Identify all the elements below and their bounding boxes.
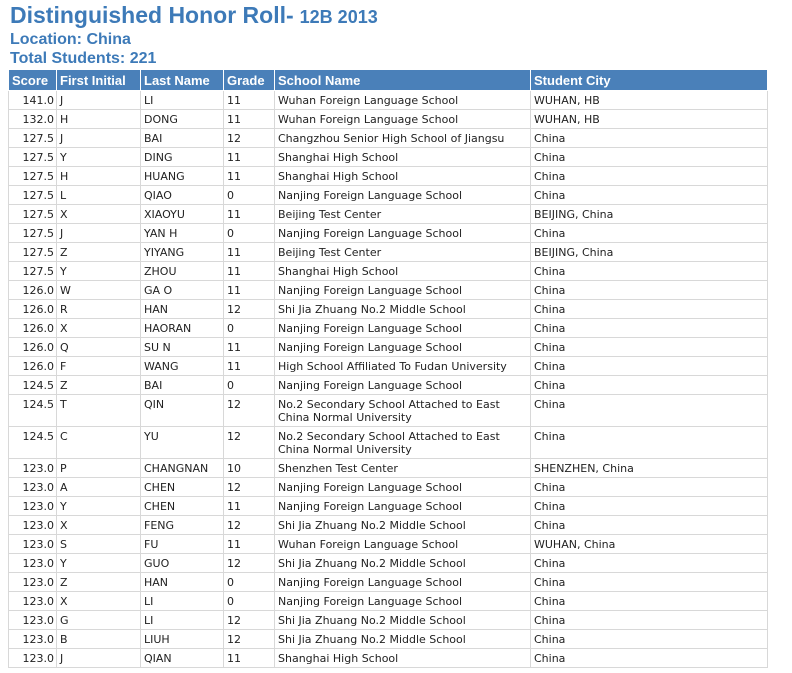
score-cell: 127.5 [9,186,57,205]
grade-cell: 12 [224,395,275,427]
last-name-cell: QIN [141,395,224,427]
table-row [9,205,768,224]
school-name-cell: Shi Jia Zhuang No.2 Middle School [275,630,531,649]
table-row [9,148,768,167]
student-city-cell: China [531,167,768,186]
title-text: Distinguished Honor Roll- [10,2,294,28]
grade-cell: 11 [224,497,275,516]
school-name-cell: Nanjing Foreign Language School [275,573,531,592]
table-row [9,592,768,611]
school-name-cell: Wuhan Foreign Language School [275,535,531,554]
last-name-cell: DING [141,148,224,167]
score-cell: 132.0 [9,110,57,129]
first-initial-cell: Y [57,554,141,573]
table-row [9,395,768,427]
school-name-cell: Wuhan Foreign Language School [275,91,531,110]
table-row [9,91,768,110]
first-initial-cell: H [57,167,141,186]
table-row [9,427,768,459]
score-cell: 123.0 [9,459,57,478]
last-name-cell: BAI [141,129,224,148]
grade-cell: 10 [224,459,275,478]
score-cell: 127.5 [9,205,57,224]
student-city-cell: China [531,281,768,300]
column-header-school-name[interactable]: School Name [275,70,531,91]
score-cell: 123.0 [9,611,57,630]
school-name-cell: No.2 Secondary School Attached to East China Normal University [275,427,531,459]
score-cell: 126.0 [9,319,57,338]
score-cell: 127.5 [9,129,57,148]
last-name-cell: LIUH [141,630,224,649]
first-initial-cell: T [57,395,141,427]
honor-roll-table [8,70,768,668]
grade-cell: 11 [224,91,275,110]
grade-cell: 0 [224,186,275,205]
table-row [9,649,768,668]
last-name-cell: GA O [141,281,224,300]
last-name-cell: FU [141,535,224,554]
student-city-cell: China [531,376,768,395]
grade-cell: 0 [224,592,275,611]
table-row [9,300,768,319]
student-city-cell: China [531,630,768,649]
school-name-cell: Shanghai High School [275,148,531,167]
school-name-cell: Nanjing Foreign Language School [275,592,531,611]
last-name-cell: HAORAN [141,319,224,338]
grade-cell: 12 [224,516,275,535]
score-cell: 141.0 [9,91,57,110]
last-name-cell: FENG [141,516,224,535]
student-city-cell: China [531,357,768,376]
school-name-cell: Shanghai High School [275,649,531,668]
first-initial-cell: S [57,535,141,554]
grade-cell: 12 [224,554,275,573]
grade-cell: 0 [224,573,275,592]
student-city-cell: China [531,497,768,516]
student-city-cell: China [531,516,768,535]
score-cell: 127.5 [9,262,57,281]
last-name-cell: HUANG [141,167,224,186]
grade-cell: 11 [224,243,275,262]
student-city-cell: China [531,338,768,357]
score-cell: 124.5 [9,376,57,395]
table-row [9,319,768,338]
first-initial-cell: X [57,516,141,535]
student-city-cell: China [531,129,768,148]
table-row [9,554,768,573]
school-name-cell: Nanjing Foreign Language School [275,281,531,300]
student-city-cell: China [531,224,768,243]
student-city-cell: China [531,592,768,611]
score-cell: 126.0 [9,338,57,357]
table-header [9,70,768,91]
table-row [9,573,768,592]
score-cell: 123.0 [9,478,57,497]
school-name-cell: Nanjing Foreign Language School [275,497,531,516]
first-initial-cell: P [57,459,141,478]
last-name-cell: HAN [141,573,224,592]
school-name-cell: Nanjing Foreign Language School [275,319,531,338]
school-name-cell: Wuhan Foreign Language School [275,110,531,129]
grade-cell: 11 [224,148,275,167]
last-name-cell: YU [141,427,224,459]
last-name-cell: WANG [141,357,224,376]
score-cell: 126.0 [9,357,57,376]
school-name-cell: Shi Jia Zhuang No.2 Middle School [275,300,531,319]
last-name-cell: CHEN [141,497,224,516]
grade-cell: 11 [224,281,275,300]
student-city-cell: China [531,478,768,497]
score-cell: 127.5 [9,167,57,186]
grade-cell: 11 [224,110,275,129]
score-cell: 123.0 [9,497,57,516]
student-city-cell: WUHAN, China [531,535,768,554]
table-body [9,91,768,668]
school-name-cell: Beijing Test Center [275,243,531,262]
first-initial-cell: Z [57,376,141,395]
student-city-cell: WUHAN, HB [531,91,768,110]
last-name-cell: QIAN [141,649,224,668]
first-initial-cell: W [57,281,141,300]
last-name-cell: YIYANG [141,243,224,262]
score-cell: 127.5 [9,148,57,167]
score-cell: 127.5 [9,224,57,243]
first-initial-cell: G [57,611,141,630]
score-cell: 127.5 [9,243,57,262]
student-city-cell: China [531,611,768,630]
student-city-cell: China [531,148,768,167]
school-name-cell: Beijing Test Center [275,205,531,224]
header-row [9,70,768,91]
table-row [9,243,768,262]
report-header [10,2,378,68]
table-row [9,478,768,497]
grade-cell: 11 [224,535,275,554]
table-row [9,459,768,478]
score-cell: 123.0 [9,592,57,611]
column-header-grade[interactable]: Grade [224,70,275,91]
column-header-first-initial[interactable]: First Initial [57,70,141,91]
last-name-cell: LI [141,91,224,110]
student-city-cell: China [531,395,768,427]
last-name-cell: CHEN [141,478,224,497]
score-cell: 123.0 [9,630,57,649]
school-name-cell: Nanjing Foreign Language School [275,224,531,243]
total-students-label: Total Students: 221 [10,50,157,67]
last-name-cell: ZHOU [141,262,224,281]
table-row [9,129,768,148]
last-name-cell: LI [141,611,224,630]
first-initial-cell: Y [57,262,141,281]
first-initial-cell: Q [57,338,141,357]
column-header-student-city[interactable]: Student City [531,70,768,91]
grade-cell: 12 [224,478,275,497]
last-name-cell: LI [141,592,224,611]
table-row [9,338,768,357]
table-row [9,630,768,649]
table-row [9,186,768,205]
table-row [9,516,768,535]
score-cell: 124.5 [9,395,57,427]
score-cell: 123.0 [9,554,57,573]
school-name-cell: Nanjing Foreign Language School [275,376,531,395]
first-initial-cell: X [57,205,141,224]
score-cell: 123.0 [9,535,57,554]
student-city-cell: China [531,554,768,573]
grade-cell: 11 [224,649,275,668]
grade-cell: 11 [224,357,275,376]
student-city-cell: China [531,262,768,281]
last-name-cell: GUO [141,554,224,573]
grade-cell: 0 [224,319,275,338]
first-initial-cell: Z [57,243,141,262]
last-name-cell: SU N [141,338,224,357]
first-initial-cell: F [57,357,141,376]
table-row [9,535,768,554]
last-name-cell: QIAO [141,186,224,205]
grade-cell: 12 [224,427,275,459]
table-row [9,357,768,376]
table-row [9,110,768,129]
first-initial-cell: J [57,649,141,668]
first-initial-cell: L [57,186,141,205]
first-initial-cell: J [57,91,141,110]
grade-cell: 11 [224,262,275,281]
first-initial-cell: C [57,427,141,459]
first-initial-cell: Z [57,573,141,592]
first-initial-cell: Y [57,148,141,167]
student-city-cell: WUHAN, HB [531,110,768,129]
table-row [9,262,768,281]
page-title [10,2,378,30]
last-name-cell: HAN [141,300,224,319]
student-city-cell: China [531,186,768,205]
last-name-cell: CHANGNAN [141,459,224,478]
student-city-cell: China [531,300,768,319]
student-city-cell: China [531,649,768,668]
score-cell: 123.0 [9,573,57,592]
title-subtitle: 12B 2013 [299,7,378,27]
school-name-cell: Shanghai High School [275,262,531,281]
school-name-cell: Shi Jia Zhuang No.2 Middle School [275,516,531,535]
score-cell: 123.0 [9,649,57,668]
first-initial-cell: J [57,224,141,243]
first-initial-cell: J [57,129,141,148]
school-name-cell: Changzhou Senior High School of Jiangsu [275,129,531,148]
first-initial-cell: X [57,592,141,611]
first-initial-cell: R [57,300,141,319]
last-name-cell: BAI [141,376,224,395]
student-city-cell: China [531,573,768,592]
table-row [9,497,768,516]
grade-cell: 12 [224,611,275,630]
school-name-cell: No.2 Secondary School Attached to East China Normal University [275,395,531,427]
grade-cell: 12 [224,129,275,148]
school-name-cell: Nanjing Foreign Language School [275,186,531,205]
table-row [9,281,768,300]
score-cell: 126.0 [9,281,57,300]
table-row [9,224,768,243]
first-initial-cell: A [57,478,141,497]
first-initial-cell: H [57,110,141,129]
school-name-cell: High School Affiliated To Fudan University [275,357,531,376]
student-city-cell: China [531,427,768,459]
score-cell: 126.0 [9,300,57,319]
grade-cell: 0 [224,376,275,395]
school-name-cell: Shenzhen Test Center [275,459,531,478]
school-name-cell: Shi Jia Zhuang No.2 Middle School [275,554,531,573]
student-city-cell: China [531,319,768,338]
last-name-cell: XIAOYU [141,205,224,224]
student-city-cell: BEIJING, China [531,243,768,262]
school-name-cell: Nanjing Foreign Language School [275,478,531,497]
first-initial-cell: Y [57,497,141,516]
grade-cell: 11 [224,167,275,186]
column-header-score[interactable]: Score [9,70,57,91]
column-header-last-name[interactable]: Last Name [141,70,224,91]
table-row [9,167,768,186]
school-name-cell: Nanjing Foreign Language School [275,338,531,357]
first-initial-cell: B [57,630,141,649]
last-name-cell: YAN H [141,224,224,243]
student-city-cell: SHENZHEN, China [531,459,768,478]
school-name-cell: Shi Jia Zhuang No.2 Middle School [275,611,531,630]
grade-cell: 12 [224,300,275,319]
grade-cell: 11 [224,338,275,357]
table-row [9,611,768,630]
last-name-cell: DONG [141,110,224,129]
location-label: Location: China [10,31,131,48]
grade-cell: 0 [224,224,275,243]
school-name-cell: Shanghai High School [275,167,531,186]
table-row [9,376,768,395]
grade-cell: 12 [224,630,275,649]
first-initial-cell: X [57,319,141,338]
score-cell: 123.0 [9,516,57,535]
student-city-cell: BEIJING, China [531,205,768,224]
grade-cell: 11 [224,205,275,224]
score-cell: 124.5 [9,427,57,459]
